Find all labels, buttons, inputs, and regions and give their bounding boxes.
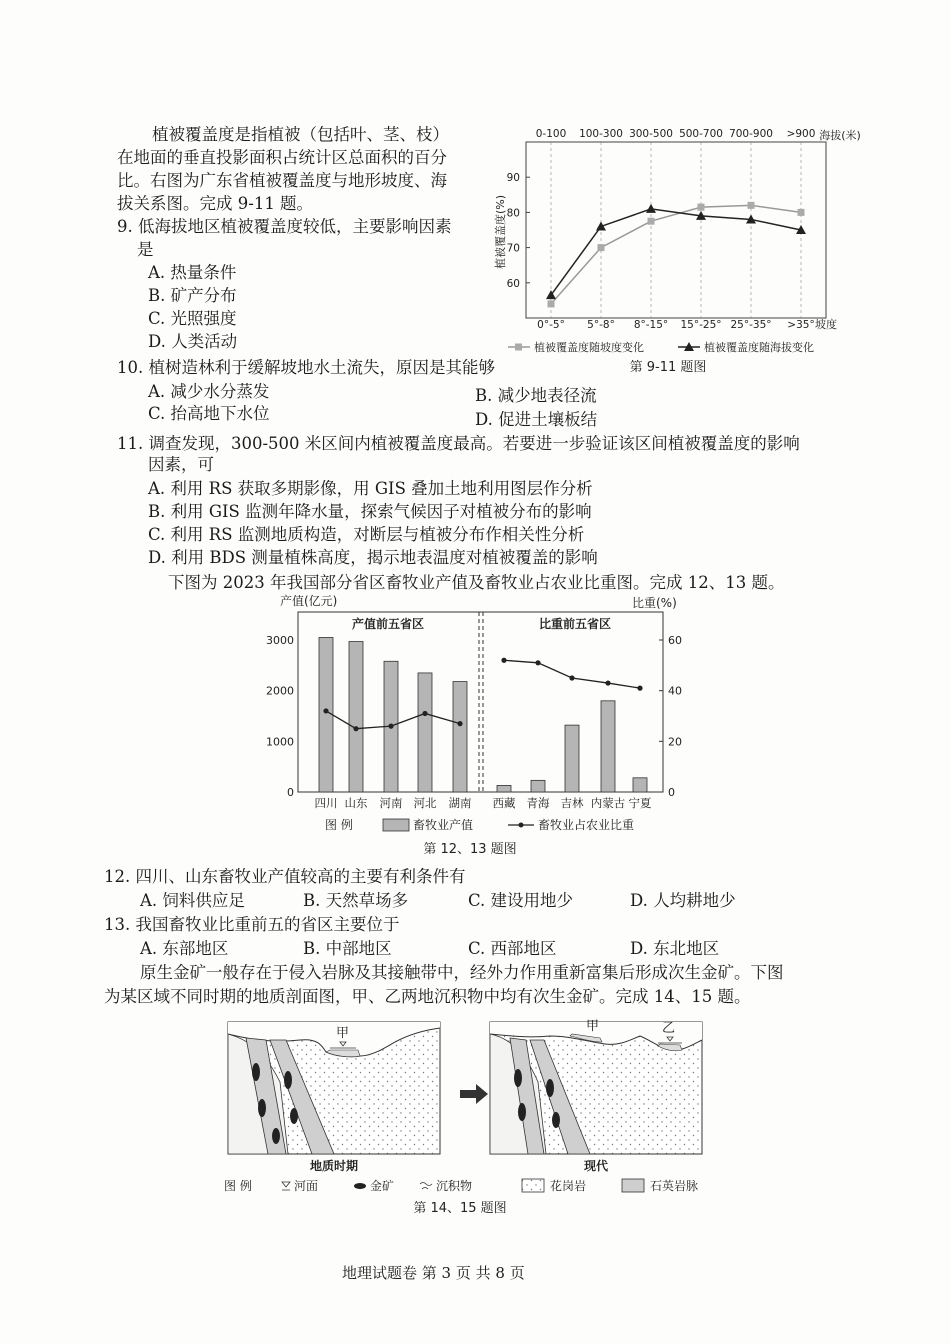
legend-gold: 金矿 bbox=[370, 1179, 395, 1193]
chart1-point-slope bbox=[698, 204, 705, 211]
intro-14-15-line-2: 为某区域不同时期的地质剖面图，甲、乙两地沉积物中均有次生金矿。完成 14、15 题。 bbox=[104, 987, 751, 1006]
river-surface-icon bbox=[282, 1182, 290, 1190]
legend-granite: 花岗岩 bbox=[550, 1179, 587, 1193]
chart2-y-tick-right: 20 bbox=[668, 735, 682, 749]
chart1-y-tick: 90 bbox=[506, 172, 520, 185]
label-yi: 乙 bbox=[662, 1021, 676, 1036]
q13-option-b[interactable]: B. 中部地区 bbox=[303, 939, 392, 958]
q10-option-b[interactable]: B. 减少地表径流 bbox=[475, 386, 597, 405]
chart2-bar-left bbox=[418, 673, 432, 792]
q9-stem: 9. 低海拔地区植被覆盖度较低，主要影响因素 bbox=[117, 217, 452, 236]
q12-option-a[interactable]: A. 饲料供应足 bbox=[140, 891, 245, 910]
q9-option-d[interactable]: D. 人类活动 bbox=[148, 332, 238, 351]
chart2-bar-left bbox=[349, 642, 363, 792]
chart2-share-point bbox=[501, 658, 506, 663]
q12-option-c[interactable]: C. 建设用地少 bbox=[468, 891, 574, 910]
title-geologic-period: 地质时期 bbox=[309, 1159, 359, 1173]
gold-ore bbox=[272, 1128, 280, 1144]
chart1-point-slope bbox=[598, 244, 605, 251]
arrow-icon bbox=[460, 1084, 488, 1104]
chart1-top-tick: 300-500 bbox=[629, 128, 673, 140]
chart2-y-tick-right: 0 bbox=[668, 786, 675, 799]
chart2-share-point bbox=[353, 726, 358, 731]
chart2-share-line-right bbox=[504, 660, 640, 688]
chart2-bar-right bbox=[633, 778, 647, 792]
chart1-bottom-axis-label: 坡度 bbox=[815, 318, 837, 331]
q12-stem: 12. 四川、山东畜牧业产值较高的主要有利条件有 bbox=[104, 867, 466, 886]
chart2-category-right: 吉林 bbox=[560, 796, 584, 810]
page-footer: 地理试题卷 第 3 页 共 8 页 bbox=[342, 1264, 525, 1282]
chart2-category-left: 山东 bbox=[344, 796, 368, 810]
chart1-series-line bbox=[551, 205, 801, 304]
chart1-point-altitude bbox=[646, 204, 656, 213]
gold-ore bbox=[284, 1071, 292, 1089]
chart1-point-slope bbox=[748, 202, 755, 209]
chart1-point-slope bbox=[548, 300, 555, 307]
q9-option-c[interactable]: C. 光照强度 bbox=[148, 309, 237, 328]
chart2-share-point bbox=[388, 724, 393, 729]
intro-14-15-line-1: 原生金矿一般存在于侵入岩脉及其接触带中，经外力作用重新富集后形成次生金矿。下图 bbox=[140, 963, 784, 982]
geo-legend-title: 图 例 bbox=[224, 1179, 252, 1193]
legend-bar-swatch bbox=[383, 819, 409, 831]
chart2-ylabel-left: 产值(亿元) bbox=[280, 594, 338, 608]
chart2-legend-title: 图 例 bbox=[325, 818, 353, 832]
intro-12-13: 下图为 2023 年我国部分省区畜牧业产值及畜牧业占农业比重图。完成 12、13 题。 bbox=[168, 573, 785, 592]
chart1-frame bbox=[526, 142, 826, 318]
chart2-bar-right bbox=[565, 725, 579, 792]
intro-line-1: 植被覆盖度是指植被（包括叶、茎、枝） bbox=[152, 125, 449, 144]
chart1-caption: 第 9-11 题图 bbox=[629, 360, 707, 375]
slope-altitude-chart bbox=[486, 122, 864, 384]
sediment-icon bbox=[420, 1183, 432, 1190]
q11-option-a[interactable]: A. 利用 RS 获取多期影像，用 GIS 叠加土地利用图层作分析 bbox=[148, 479, 593, 498]
gold-ore bbox=[514, 1069, 522, 1087]
chart2-y-tick-left: 3000 bbox=[266, 634, 294, 647]
chart2-share-point bbox=[605, 680, 610, 685]
legend-line-marker bbox=[519, 823, 524, 828]
chart2-bar-right bbox=[531, 780, 545, 792]
panel-right-title: 比重前五省区 bbox=[538, 617, 612, 631]
intro-line-4: 拔关系图。完成 9-11 题。 bbox=[117, 194, 314, 213]
chart1-top-tick: 500-700 bbox=[679, 128, 723, 140]
chart1-bottom-tick: 0°-5° bbox=[537, 319, 565, 331]
geologic-profile-figure bbox=[210, 1012, 750, 1222]
q12-option-b[interactable]: B. 天然草场多 bbox=[303, 891, 409, 910]
chart2-share-point bbox=[569, 675, 574, 680]
chart1-top-tick: 0-100 bbox=[535, 128, 567, 140]
q13-option-a[interactable]: A. 东部地区 bbox=[140, 939, 229, 958]
legend-bar-label: 畜牧业产值 bbox=[413, 818, 474, 832]
chart2-bar-right bbox=[497, 785, 511, 792]
gold-ore bbox=[552, 1112, 560, 1128]
legend-river: 河面 bbox=[294, 1179, 319, 1193]
granite-swatch bbox=[522, 1179, 544, 1192]
chart1-top-axis-label: 海拔(米) bbox=[819, 129, 861, 142]
q11-option-b[interactable]: B. 利用 GIS 监测年降水量，探索气候因子对植被分布的影响 bbox=[148, 502, 592, 521]
chart2-y-tick-right: 60 bbox=[668, 634, 682, 647]
gold-ore bbox=[258, 1099, 266, 1117]
chart2-category-right: 宁夏 bbox=[628, 796, 652, 810]
chart2-y-tick-left: 0 bbox=[287, 786, 294, 799]
gold-ore bbox=[546, 1079, 554, 1097]
legend-sediment: 沉积物 bbox=[436, 1179, 473, 1193]
label-jia-left: 甲 bbox=[336, 1026, 350, 1041]
geo-caption: 第 14、15 题图 bbox=[413, 1201, 507, 1216]
chart1-y-tick: 80 bbox=[506, 207, 520, 220]
chart1-ylabel: 植被覆盖度(%) bbox=[494, 194, 507, 270]
chart2-category-right: 内蒙古 bbox=[590, 796, 626, 810]
legend-slope-marker bbox=[515, 344, 522, 351]
q11-stem: 11. 调查发现，300-500 米区间内植被覆盖度最高。若要进一步验证该区间植被覆盖度的影响 bbox=[117, 434, 800, 453]
chart1-top-tick: 700-900 bbox=[729, 128, 773, 140]
q9-option-a[interactable]: A. 热量条件 bbox=[148, 263, 237, 282]
q9-stem-2: 是 bbox=[137, 240, 154, 259]
q11-stem-2: 因素，可 bbox=[148, 455, 214, 474]
q9-option-b[interactable]: B. 矿产分布 bbox=[148, 286, 237, 305]
panel-left-title: 产值前五省区 bbox=[351, 617, 425, 631]
chart1-bottom-tick: >35° bbox=[787, 319, 815, 331]
q11-option-c[interactable]: C. 利用 RS 监测地质构造，对断层与植被分布作相关性分析 bbox=[148, 525, 585, 544]
chart1-series-line bbox=[551, 209, 801, 295]
chart2-y-tick-left: 2000 bbox=[266, 684, 294, 698]
q12-option-d[interactable]: D. 人均耕地少 bbox=[630, 891, 736, 910]
livestock-chart bbox=[266, 590, 705, 865]
chart2-category-right: 西藏 bbox=[492, 796, 516, 810]
profile-geologic-period bbox=[228, 1022, 440, 1173]
chart1-top-tick: 100-300 bbox=[579, 128, 623, 140]
chart2-bar-right bbox=[601, 701, 615, 792]
chart1-top-tick: >900 bbox=[786, 128, 816, 140]
legend-alt-label: 植被覆盖度随海拔变化 bbox=[704, 341, 814, 354]
q13-option-d[interactable]: D. 东北地区 bbox=[630, 939, 720, 958]
label-jia-right: 甲 bbox=[586, 1019, 600, 1034]
chart1-bottom-tick: 25°-35° bbox=[730, 319, 772, 331]
chart2-y-tick-left: 1000 bbox=[266, 735, 294, 749]
chart2-share-point bbox=[535, 660, 540, 665]
q13-stem: 13. 我国畜牧业比重前五的省区主要位于 bbox=[104, 915, 400, 934]
chart2-category-right: 青海 bbox=[526, 796, 550, 810]
chart1-point-slope bbox=[798, 209, 805, 216]
chart2-bar-left bbox=[319, 637, 333, 792]
legend-slope-label: 植被覆盖度随坡度变化 bbox=[534, 341, 644, 354]
chart1-bottom-tick: 8°-15° bbox=[633, 319, 669, 331]
chart2-category-left: 河北 bbox=[413, 796, 437, 810]
q10-option-c[interactable]: C. 抬高地下水位 bbox=[148, 404, 270, 423]
q11-option-d[interactable]: D. 利用 BDS 测量植株高度，揭示地表温度对植被覆盖的影响 bbox=[148, 548, 598, 567]
gold-ore bbox=[290, 1108, 298, 1124]
chart2-ylabel-right: 比重(%) bbox=[632, 596, 677, 610]
q10-option-d[interactable]: D. 促进土壤板结 bbox=[475, 410, 598, 429]
chart2-category-left: 四川 bbox=[314, 796, 338, 810]
chart2-share-point bbox=[323, 708, 328, 713]
chart2-bar-left bbox=[453, 682, 467, 792]
intro-line-2: 在地面的垂直投影面积占统计区总面积的百分 bbox=[117, 148, 447, 167]
chart2-y-tick-right: 40 bbox=[668, 684, 682, 698]
title-modern: 现代 bbox=[583, 1159, 609, 1173]
chart2-caption: 第 12、13 题图 bbox=[423, 842, 517, 857]
chart2-share-point bbox=[422, 711, 427, 716]
gold-ore-icon bbox=[354, 1183, 366, 1189]
q13-option-c[interactable]: C. 西部地区 bbox=[468, 939, 557, 958]
chart1-point-slope bbox=[648, 218, 655, 225]
chart1-y-tick: 60 bbox=[506, 277, 520, 290]
intro-line-3: 比。右图为广东省植被覆盖度与地形坡度、海 bbox=[117, 171, 447, 190]
q10-option-a[interactable]: A. 减少水分蒸发 bbox=[148, 382, 270, 401]
chart1-bottom-tick: 5°-8° bbox=[587, 319, 615, 331]
chart2-share-point bbox=[457, 721, 462, 726]
chart1-y-tick: 70 bbox=[506, 242, 520, 255]
legend-quartz: 石英岩脉 bbox=[650, 1179, 699, 1193]
chart2-category-left: 湖南 bbox=[448, 796, 472, 810]
chart1-bottom-tick: 15°-25° bbox=[680, 319, 722, 331]
quartz-swatch bbox=[622, 1179, 644, 1192]
chart2-share-point bbox=[637, 686, 642, 691]
gold-ore bbox=[518, 1103, 526, 1121]
profile-modern bbox=[490, 1019, 702, 1173]
gold-ore bbox=[252, 1063, 260, 1081]
legend-line-label: 畜牧业占农业比重 bbox=[538, 818, 635, 832]
q10-stem: 10. 植树造林利于缓解坡地水土流失，原因是其能够 bbox=[117, 358, 495, 377]
chart2-category-left: 河南 bbox=[379, 796, 403, 810]
